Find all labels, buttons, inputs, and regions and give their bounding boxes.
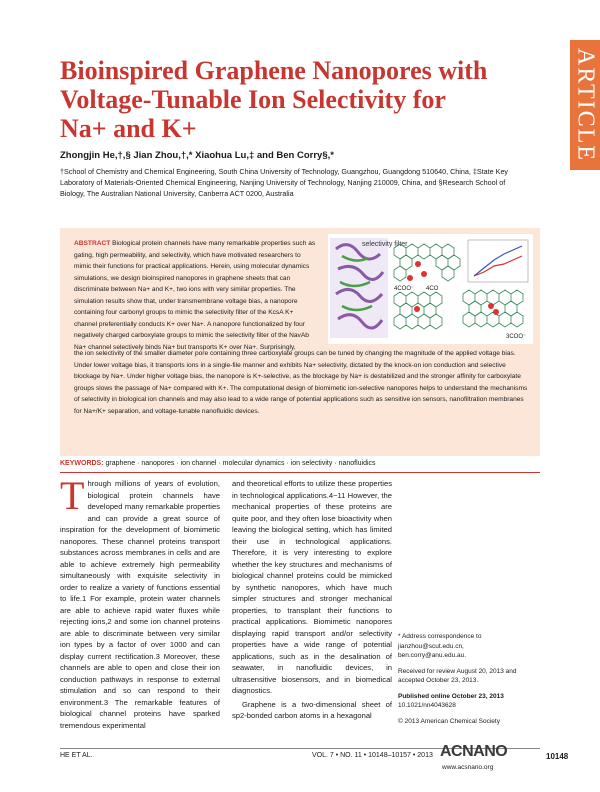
toc-graphic xyxy=(328,234,533,344)
pore-label-1: 4COO⁻ xyxy=(394,286,415,292)
abstract-body-top: Biological protein channels have many remarkable properties such as gating, high permeability, and selectivity, which have motivated researchers to mimic their functions for practical applications. Herein, using molecular dynamics simulations, we design bioinspired nanopores in graphene sheets that can discriminate between Na+ and K+, two ions with very similar properties. The simulation results show that, under transmembrane voltage bias, a nanopore containing four carbonyl groups to mimic the selectivity filter of the KcsA K+ channel preferentially conducts K+ over Na+. A nanopore functionalized by four negatively charged carboxylate groups to mimic the selectivity filter of the NavAb Na+ channel selectively binds Na+ but transports K+ over Na+. Surprisingly, xyxy=(74,240,316,351)
paper-title: Bioinspired Graphene Nanopores with Voltage-Tunable Ion Selectivity for Na+ and K+ xyxy=(60,56,488,143)
current-voltage-inset xyxy=(468,240,528,282)
abstract-body-wide: the ion selectivity of the smaller diameter pore containing three carboxylate groups can be tuned by changing the magnitude of the applied voltage bias. Under lower voltage bias, it transports ions in a single-file manner and exhibits Na+ selectivity, dictated by the knock-on ion conduction and selective blockage by Na+. Under higher voltage bias, the nanopore is K+-selective, as the blockage by Na+ is destabilized and the stronger affinity for carboxylate groups slows the passage of Na+ compared with K+. The computational design of biomimetic ion-selective nanopores helps to understand the mechanisms of selectivity in biological ion channels and may also lead to a wide range of potential applications such as sensitive ion sensors, nanofiltration membranes for Na+/K+ separation, and voltage-tunable nanofluidic devices. xyxy=(74,350,528,415)
email-link-2[interactable]: ben.corry@anu.edu.au. xyxy=(398,652,467,659)
abstract-heading: ABSTRACT xyxy=(74,240,111,247)
article-notes xyxy=(398,632,543,726)
journal-url[interactable]: www.acsnano.org xyxy=(442,764,494,771)
author-list: Zhongjin He,†,§ Jian Zhou,†,* Xiaohua Lu,‡ and Ben Corry§,* xyxy=(60,150,334,161)
abstract-text-top xyxy=(74,238,318,353)
email-link-1[interactable]: jianzhou@scut.edu.cn, xyxy=(398,642,464,650)
keywords-divider xyxy=(60,472,540,473)
affiliations: †School of Chemistry and Chemical Engineering, South China University of Technology, Guangzhou, Guangdong 510640, China, ‡State Key Laboratory of Materials-Oriented Chemical Engineering, Nanjing University of Technology, Nanjing 210009, China, and §Research School of Biology, The Australian National University, Canberra ACT 0200, Australia xyxy=(60,167,509,198)
doi-link[interactable]: 10.1021/nn4043628 xyxy=(398,702,456,709)
volume-info: VOL. 7 • NO. 11 • 10148–10157 • 2013 xyxy=(312,752,433,759)
protein-structure-image xyxy=(330,238,388,338)
copyright: © 2013 American Chemical Society xyxy=(398,717,500,725)
body-paragraph-1: hrough millions of years of evolution, biological protein channels have developed many remarkable properties and can provide a great source of inspiration for the development of biomimetic nanopores. These channel proteins transport substances across membranes in cells and are able to achieve extremely high permeability simultaneously with exquisite selectivity in order to realize a variety of functions essential to life.1 For example, protein water channels are able to achieve rapid water fluxes while rejecting ions,2 and some ion channel proteins are able to discriminate between very similar ion types by a factor of over 1000 and can display current rectification.3 Moreover, these channels are able to open and close their ion conduction pathways in response to external stimulation and so can respond to their environment.3 The remarkable features of biological channel proteins have sparked tremendous experimental xyxy=(60,479,220,730)
article-type-tab xyxy=(570,40,600,170)
body-paragraph-3: Graphene is a two-dimensional sheet of sp2-bonded carbon atoms in a hexagonal xyxy=(232,699,392,720)
pore-label-3: 3COO⁻ xyxy=(506,334,527,340)
body-paragraph-2: and theoretical efforts to utilize these properties in technological applications.4−11 However, the mechanical properties of these proteins are quite poor, and they often lose bioactivity when leaving the biological setting, which has limited their use in technological applications. Therefore, it is very interesting to explore whether the key structures and mechanisms of biological channel proteins could be mimicked by synthetic nanopores, which have much simpler structures and stronger mechanical properties, to transplant their functions to practical applications. Biomimetic nanopores displaying rapid transport and/or selectivity properties have a wide range of potential applications, such as in the desalination of seawater, in nanofluidic devices, in ultrasensitive biosensors, and in biomedical diagnostics. xyxy=(232,479,392,695)
figure-caption-label: selectivity filter xyxy=(362,241,408,248)
body-column-1 xyxy=(60,473,220,733)
body-column-2 xyxy=(232,478,392,724)
keywords-heading: KEYWORDS: xyxy=(60,460,104,467)
running-author: HE ET AL. xyxy=(60,752,93,759)
page-number: 10148 xyxy=(546,752,569,761)
abstract-box xyxy=(60,228,540,456)
address-heading: * Address correspondence to xyxy=(398,633,482,640)
published-date: Published online October 23, 2013 xyxy=(398,692,504,700)
drop-cap: T xyxy=(60,473,85,518)
received-date: Received for review August 20, 2013 and accepted October 23, 2013. xyxy=(398,667,517,684)
journal-logo: ACNANO xyxy=(440,743,508,760)
pore-label-2: 4CO xyxy=(426,286,439,292)
keywords-line xyxy=(60,460,540,471)
keywords-text: graphene · nanopores · ion channel · molecular dynamics · ion selectivity · nanofluidics xyxy=(105,460,376,467)
article-type-label: ARTICLE xyxy=(572,48,599,162)
